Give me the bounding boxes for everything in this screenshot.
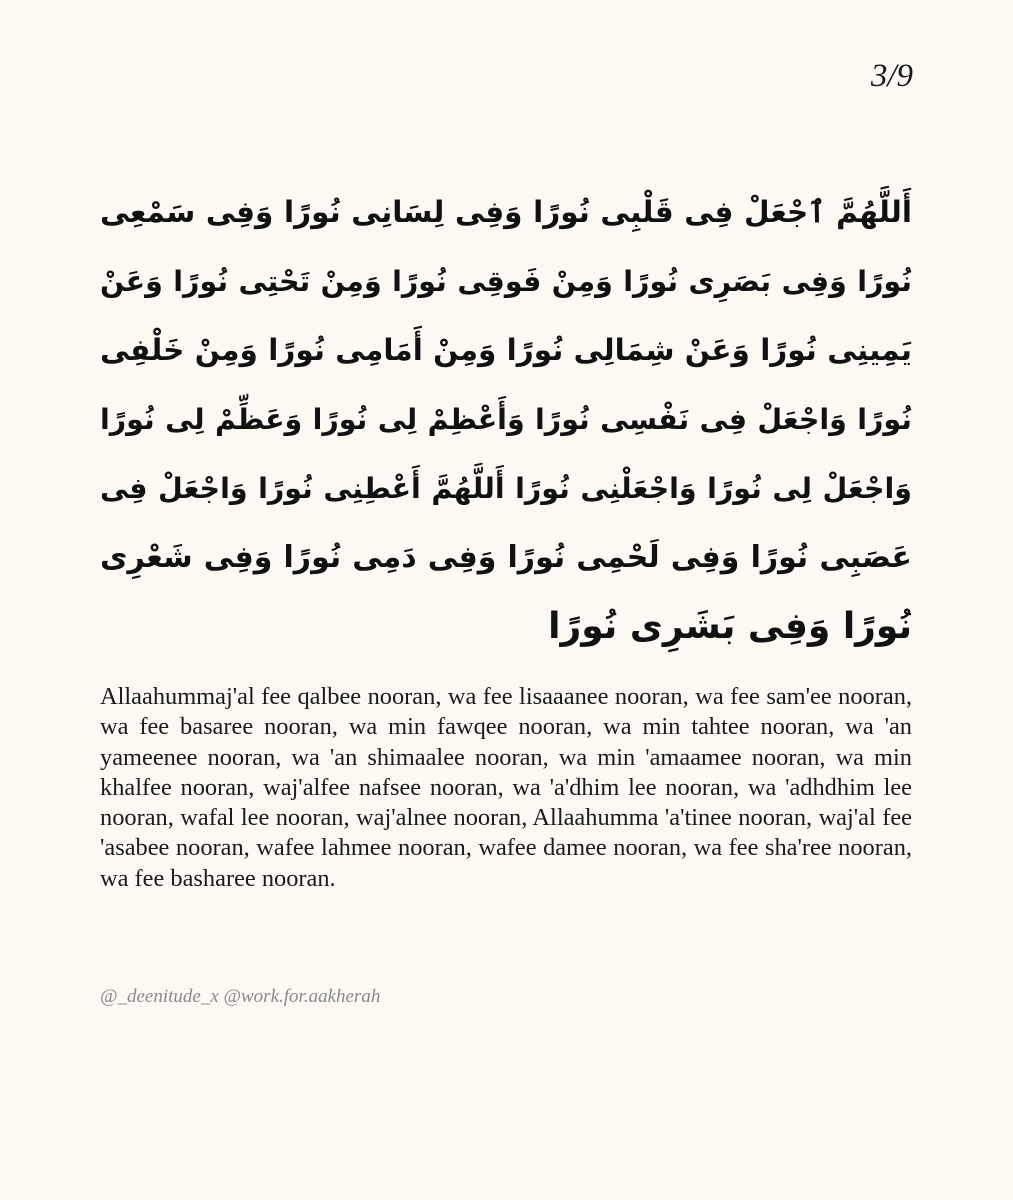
arabic-line-3: يَمِينِى نُورًا وَعَنْ شِمَالِى نُورًا وَمِنْ أَمَامِى نُورًا وَمِنْ خَلْفِى (100, 333, 912, 367)
arabic-line-6: عَصَبِى نُورًا وَفِى لَحْمِى نُورًا وَفِى دَمِى نُورًا وَفِى شَعْرِى (100, 540, 912, 575)
arabic-line-4: نُورًا وَاجْعَلْ فِى نَفْسِى نُورًا وَأَعْظِمْ لِى نُورًا وَعَظِّمْ لِى نُورًا (100, 403, 912, 436)
arabic-line-7: نُورًا وَفِى بَشَرِى نُورًا (548, 606, 912, 647)
page-number: 3/9 (870, 58, 913, 94)
arabic-line-2: نُورًا وَفِى بَصَرِى نُورًا وَمِنْ فَوقِى نُورًا وَمِنْ تَحْتِى نُورًا وَعَنْ (100, 265, 912, 298)
transliteration-paragraph: Allaahummaj'al fee qalbee nooran, wa fee lisaaanee nooran, wa fee sam'ee nooran, wa fee basaree nooran, wa min fawqee nooran, wa min tahtee nooran, wa 'an yameenee nooran, wa 'an shimaalee nooran, wa min 'amaamee nooran, wa min khalfee nooran, waj'alfee nafsee nooran, wa 'a'dhim lee nooran, wa 'adhdhim lee nooran, wafal lee nooran, waj'alnee nooran, Allaahumma 'a'tinee nooran, waj'al fee 'asabee nooran, wafee lahmee nooran, wafee damee nooran, wa fee sha'ree nooran, wa fee basharee nooran. (100, 683, 912, 892)
arabic-line-1: أَللَّهُمَّ ٱجْعَلْ فِى قَلْبِى نُورًا وَفِى لِسَانِى نُورًا وَفِى سَمْعِى (100, 195, 912, 229)
arabic-line-5: وَاجْعَلْ لِى نُورًا وَاجْعَلْنِى نُورًا أَللَّهُمَّ أَعْطِنِى نُورًا وَاجْعَلْ فِى (100, 472, 912, 505)
credits-handles: @_deenitude_x @work.for.aakherah (100, 986, 381, 1007)
arabic-dua-text (100, 178, 912, 661)
